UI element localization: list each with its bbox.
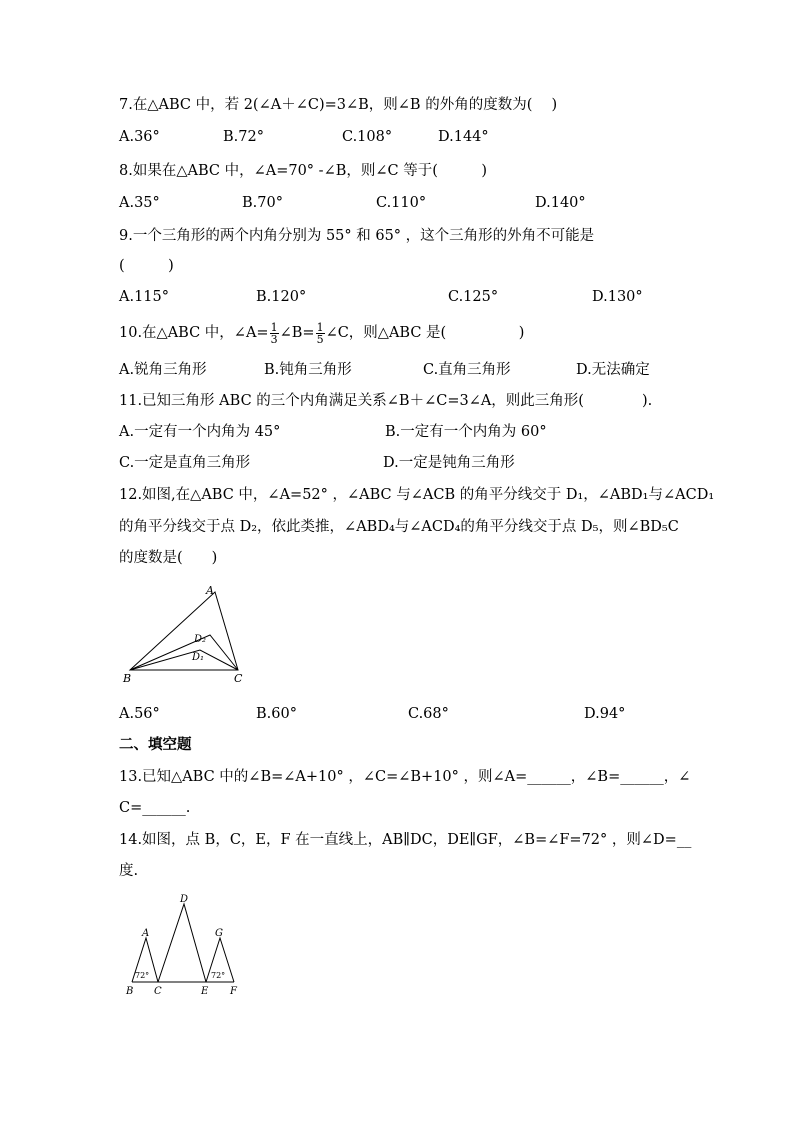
q14-line-2: 度. <box>119 863 139 879</box>
fraction-numerator: 1 <box>270 320 278 334</box>
q10-option-c: C.直角三角形 <box>423 362 511 378</box>
q12-line-1: 12.如图,在△ABC 中，∠A=52° ，∠ABC 与∠ACB 的角平分线交于 D₁，∠ABD₁与∠ACD₁ <box>119 487 715 503</box>
q12-option-c: C.68° <box>408 706 449 722</box>
fraction-denominator: 5 <box>316 332 324 346</box>
fraction-one-third <box>270 322 279 345</box>
q8-option-b: B.70° <box>242 195 283 211</box>
q12-option-d: D.94° <box>584 706 626 722</box>
q13-line-2: C=______. <box>119 800 191 816</box>
triangle-cde <box>158 904 206 982</box>
q12-line-3: 的度数是( ) <box>119 550 218 566</box>
label-c: C <box>154 986 162 997</box>
q9-option-c: C.125° <box>448 289 499 305</box>
label-d1: D₁ <box>192 652 205 663</box>
label-b: B <box>123 672 132 685</box>
section-title: 二、填空题 <box>119 737 192 753</box>
bisector-d2 <box>130 635 238 670</box>
q10-stem-part-b: ∠B= <box>279 325 315 341</box>
label-e: E <box>201 986 209 997</box>
q12-triangle-figure <box>120 580 260 686</box>
label-d2: D₂ <box>194 634 207 645</box>
q9-option-b: B.120° <box>256 289 307 305</box>
q14-figure <box>118 890 248 1000</box>
label-a: A <box>142 928 150 939</box>
q11-option-d: D.一定是钝角三角形 <box>383 455 515 471</box>
q11-option-b: B.一定有一个内角为 60° <box>385 424 547 440</box>
q8-option-c: C.110° <box>376 195 427 211</box>
q9-stem: 9.一个三角形的两个内角分别为 55° 和 65° ，这个三角形的外角不可能是 <box>119 228 595 244</box>
label-f: F <box>230 986 237 997</box>
q11-option-a: A.一定有一个内角为 45° <box>119 424 281 440</box>
q12-option-a: A.56° <box>119 706 160 722</box>
q9-option-d: D.130° <box>592 289 643 305</box>
label-c: C <box>234 672 243 685</box>
q10-stem-part-c: ∠C，则△ABC 是( ) <box>325 325 525 341</box>
q7-stem: 7.在△ABC 中，若 2(∠A＋∠C)=3∠B，则∠B 的外角的度数为( ) <box>119 97 558 113</box>
triangle-abc <box>130 592 238 670</box>
q13-line-1: 13.已知△ABC 中的∠B=∠A+10° ，∠C=∠B+10° ，则∠A=______，∠B=______，∠ <box>119 769 691 785</box>
q12-option-b: B.60° <box>256 706 297 722</box>
fraction-one-fifth <box>316 322 325 345</box>
bisector-d1 <box>130 650 238 670</box>
q7-option-b: B.72° <box>223 129 264 145</box>
q7-option-d: D.144° <box>438 129 489 145</box>
q8-option-d: D.140° <box>535 195 586 211</box>
q7-option-a: A.36° <box>119 129 160 145</box>
q9-stem-blank: ( ) <box>119 258 174 274</box>
q14-line-1: 14.如图，点 B，C，E，F 在一直线上，AB∥DC，DE∥GF，∠B=∠F=72° ，则∠D=__ <box>119 832 692 848</box>
q9-option-a: A.115° <box>119 289 170 305</box>
label-g: G <box>215 928 223 939</box>
q10-option-d: D.无法确定 <box>576 362 650 378</box>
q12-line-2: 的角平分线交于点 D₂，依此类推，∠ABD₄与∠ACD₄的角平分线交于点 D₅，则∠BD₅C <box>119 519 679 535</box>
angle-b-label: 72° <box>135 971 150 980</box>
label-b: B <box>126 986 134 997</box>
q10-stem <box>119 321 524 345</box>
q10-option-b: B.钝角三角形 <box>264 362 352 378</box>
q7-option-c: C.108° <box>342 129 393 145</box>
q8-stem: 8.如果在△ABC 中，∠A=70° -∠B，则∠C 等于( ) <box>119 163 488 179</box>
fraction-denominator: 3 <box>270 332 278 346</box>
fraction-numerator: 1 <box>316 320 324 334</box>
q10-option-a: A.锐角三角形 <box>119 362 207 378</box>
angle-f-label: 72° <box>211 971 226 980</box>
q8-option-a: A.35° <box>119 195 160 211</box>
q10-stem-part-a: 10.在△ABC 中，∠A= <box>119 325 269 341</box>
q11-option-c: C.一定是直角三角形 <box>119 455 251 471</box>
label-a: A <box>206 584 214 597</box>
q11-stem: 11.已知三角形 ABC 的三个内角满足关系∠B＋∠C=3∠A，则此三角形( ). <box>119 393 653 409</box>
label-d: D <box>180 894 189 905</box>
